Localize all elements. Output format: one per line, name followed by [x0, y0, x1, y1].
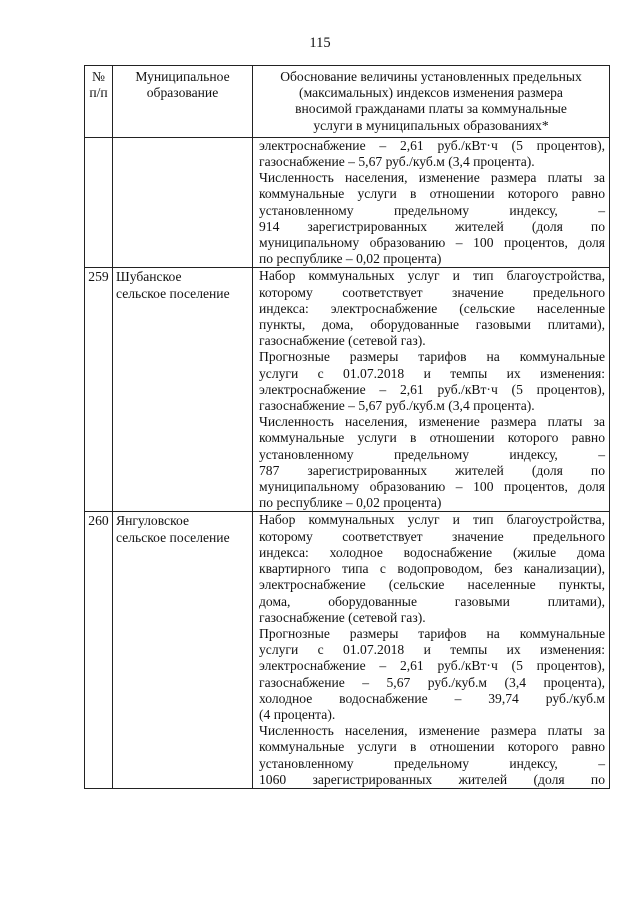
basis-line: коммунальные услуги в отношении которого равно — [259, 739, 605, 755]
basis-line: Численность населения, изменение размера платы за — [259, 414, 605, 430]
basis-paragraph — [259, 512, 605, 625]
header-text: № — [92, 69, 105, 84]
basis-line: услуги с 01.07.2018 и темпы их изменения: — [259, 365, 605, 381]
basis-line: (4 процента). — [259, 706, 336, 722]
basis-line: 1060 зарегистрированных жителей (доля по — [259, 771, 605, 787]
basis-paragraph — [259, 723, 605, 788]
basis-paragraph — [259, 138, 605, 170]
header-number — [85, 66, 113, 138]
municipal-index-table — [84, 65, 610, 789]
basis-line: квартирного типа с водопроводом, без канализации), — [259, 561, 605, 577]
basis-line: муниципальному образованию – 100 процентов, доля — [259, 479, 605, 495]
basis-paragraph — [259, 626, 605, 723]
municipality-cell — [113, 137, 253, 268]
basis-line: по республике – 0,02 процента) — [259, 495, 442, 511]
basis-paragraph — [259, 268, 605, 349]
table-header-row — [85, 66, 610, 138]
basis-line: коммунальные услуги в отношении которого равно — [259, 430, 605, 446]
municipality-name: Шубанское — [116, 269, 182, 285]
header-text: п/п — [89, 85, 108, 101]
basis-cell — [253, 137, 610, 268]
basis-line: Численность населения, изменение размера платы за — [259, 723, 605, 739]
header-text: вносимой гражданами платы за коммунальные — [295, 101, 567, 117]
basis-paragraph — [259, 414, 605, 511]
basis-line: электроснабжение – 2,61 руб./кВт·ч (5 процентов), — [259, 137, 605, 153]
basis-line: которому соответствует значение предельного — [259, 528, 605, 544]
basis-line: электроснабжение – 2,61 руб./кВт·ч (5 процентов), — [259, 658, 605, 674]
basis-line: 787 зарегистрированных жителей (доля по — [259, 462, 605, 478]
municipality-name: Янгуловское — [116, 513, 189, 529]
table-row — [85, 512, 610, 788]
table-row — [85, 268, 610, 512]
municipality-name: сельское поселение — [116, 285, 230, 301]
basis-line: Набор коммунальных услуг и тип благоустройства, — [259, 268, 605, 284]
basis-line: которому соответствует значение предельного — [259, 284, 605, 300]
header-text: образование — [146, 85, 219, 101]
basis-line: установленному предельному индексу, – — [259, 446, 605, 462]
basis-line: газоснабжение – 5,67 руб./куб.м (3,4 процента). — [259, 154, 535, 170]
municipality-cell — [113, 268, 253, 512]
page-number: 115 — [309, 35, 331, 51]
basis-line: газоснабжение – 5,67 руб./куб.м (3,4 процента), — [259, 674, 605, 690]
basis-line: холодное водоснабжение – 39,74 руб./куб.м — [259, 690, 605, 706]
row-number: 260 — [85, 512, 113, 788]
basis-line: электроснабжение – 2,61 руб./кВт·ч (5 процентов), — [259, 381, 605, 397]
basis-line: газоснабжение (сетевой газ). — [259, 333, 426, 349]
basis-line: по республике – 0,02 процента) — [259, 251, 442, 267]
basis-paragraph — [259, 170, 605, 267]
basis-line: коммунальные услуги в отношении которого равно — [259, 186, 605, 202]
header-text: Обоснование величины установленных предельных — [280, 69, 582, 84]
basis-line: газоснабжение (сетевой газ). — [259, 609, 426, 625]
header-basis — [253, 66, 610, 138]
basis-line: газоснабжение – 5,67 руб./куб.м (3,4 процента). — [259, 398, 535, 414]
basis-line: Прогнозные размеры тарифов на коммунальные — [259, 625, 605, 641]
row-number — [85, 137, 113, 268]
basis-line: электроснабжение (сельские населенные пункты, — [259, 577, 605, 593]
basis-cell — [253, 268, 610, 512]
row-number: 259 — [85, 268, 113, 512]
basis-line: дома, оборудованные газовыми плитами), — [259, 593, 605, 609]
basis-line: 914 зарегистрированных жителей (доля по — [259, 218, 605, 234]
basis-line: индекса: электроснабжение (сельские населенные — [259, 300, 605, 316]
basis-paragraph — [259, 349, 605, 414]
header-text: (максимальных) индексов изменения размера — [299, 85, 563, 101]
municipality-cell — [113, 512, 253, 788]
basis-line: муниципальному образованию – 100 процентов, доля — [259, 235, 605, 251]
basis-line: установленному предельному индексу, – — [259, 202, 605, 218]
basis-line: услуги с 01.07.2018 и темпы их изменения: — [259, 642, 605, 658]
basis-line: Численность населения, изменение размера платы за — [259, 170, 605, 186]
basis-line: установленному предельному индексу, – — [259, 755, 605, 771]
municipality-name: сельское поселение — [116, 529, 230, 545]
header-municipality — [113, 66, 253, 138]
header-text: Муниципальное — [135, 69, 230, 84]
basis-line: Прогнозные размеры тарифов на коммунальные — [259, 349, 605, 365]
basis-cell — [253, 512, 610, 788]
header-text: услуги в муниципальных образованиях* — [313, 117, 549, 133]
basis-line: пункты, дома, оборудованные газовыми плитами), — [259, 317, 605, 333]
basis-line: индекса: холодное водоснабжение (жилые дома — [259, 544, 605, 560]
basis-line: Набор коммунальных услуг и тип благоустройства, — [259, 512, 605, 528]
table-row — [85, 137, 610, 268]
